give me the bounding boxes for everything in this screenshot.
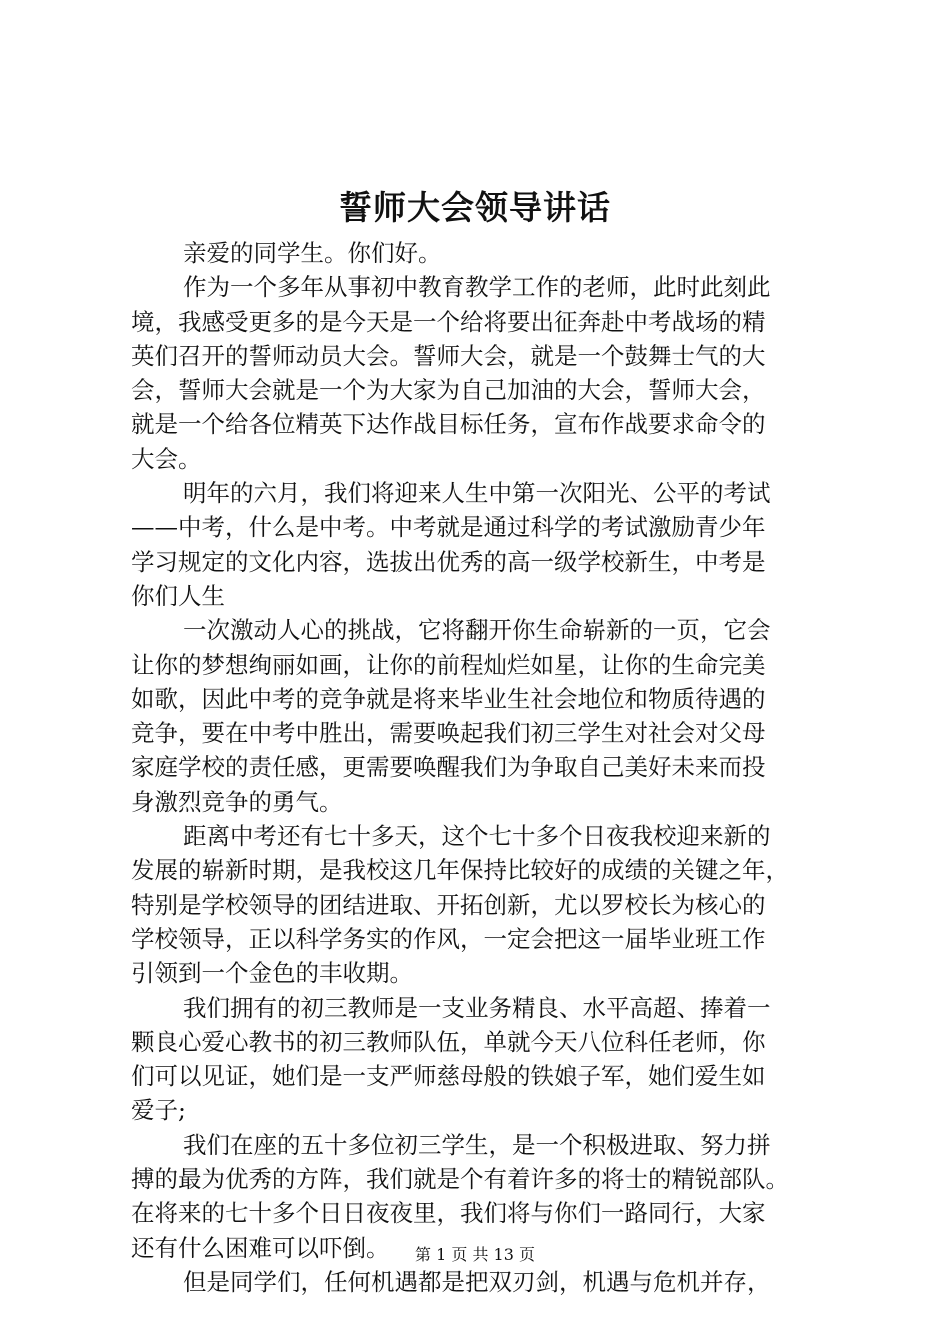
text-line: 会，誓师大会就是一个为大家为自己加油的大会，誓师大会， bbox=[131, 376, 766, 405]
text-line: 亲爱的同学生。你们好。 bbox=[183, 239, 442, 267]
text-line: 在将来的七十多个日日夜夜里，我们将与你们一路同行，大家 bbox=[131, 1199, 766, 1228]
text-line: 但是同学们，任何机遇都是把双刃剑，机遇与危机并存， bbox=[183, 1267, 771, 1296]
text-line: 家庭学校的责任感，更需要唤醒我们为争取自己美好未来而投 bbox=[131, 753, 766, 782]
text-line: 一次激动人心的挑战，它将翻开你生命崭新的一页，它会 bbox=[183, 616, 771, 645]
document-body bbox=[131, 236, 831, 1299]
text-line: 竞争，要在中考中胜出，需要唤起我们初三学生对社会对父母 bbox=[131, 719, 766, 748]
text-line: 如歌，因此中考的竞争就是将来毕业生社会地位和物质待遇的 bbox=[131, 684, 766, 713]
text-line: 明年的六月，我们将迎来人生中第一次阳光、公平的考试 bbox=[183, 479, 771, 508]
text-line: 我们拥有的初三教师是一支业务精良、水平高超、捧着一 bbox=[183, 993, 771, 1022]
text-line: ——中考，什么是中考。中考就是通过科学的考试激励青少年 bbox=[131, 513, 766, 542]
text-line: 我们在座的五十多位初三学生，是一个积极进取、努力拼 bbox=[183, 1130, 771, 1159]
document-title: 誓师大会领导讲话 bbox=[339, 188, 611, 227]
text-line: 境，我感受更多的是今天是一个给将要出征奔赴中考战场的精 bbox=[131, 307, 766, 336]
text-line: 特别是学校领导的团结进取、开拓创新，尤以罗校长为核心的 bbox=[131, 890, 766, 919]
text-line: 还有什么困难可以吓倒。 bbox=[131, 1233, 390, 1262]
text-line: 作为一个多年从事初中教育教学工作的老师，此时此刻此 bbox=[183, 273, 771, 302]
text-line: 学习规定的文化内容，选拔出优秀的高一级学校新生，中考是 bbox=[131, 547, 766, 576]
text-line: 发展的崭新时期，是我校这几年保持比较好的成绩的关键之年， bbox=[131, 856, 789, 885]
text-line: 让你的梦想绚丽如画，让你的前程灿烂如星，让你的生命完美 bbox=[131, 650, 766, 679]
text-line: 爱子; bbox=[131, 1096, 186, 1125]
text-line: 学校领导，正以科学务实的作风，一定会把这一届毕业班工作 bbox=[131, 924, 766, 953]
text-line: 就是一个给各位精英下达作战目标任务，宣布作战要求命令的 bbox=[131, 410, 766, 439]
text-line: 英们召开的誓师动员大会。誓师大会，就是一个鼓舞士气的大 bbox=[131, 341, 766, 370]
text-line: 引领到一个金色的丰收期。 bbox=[131, 959, 413, 988]
text-line: 颗良心爱心教书的初三教师队伍，单就今天八位科任老师，你 bbox=[131, 1027, 766, 1056]
text-line: 你们人生 bbox=[131, 581, 225, 610]
text-line: 们可以见证，她们是一支严师慈母般的铁娘子军，她们爱生如 bbox=[131, 1062, 766, 1091]
text-line: 大会。 bbox=[131, 444, 202, 473]
page-footer: 第 1 页 共 13 页 bbox=[415, 1245, 535, 1264]
text-line: 距离中考还有七十多天，这个七十多个日夜我校迎来新的 bbox=[183, 822, 771, 851]
text-line: 身激烈竞争的勇气。 bbox=[131, 787, 343, 816]
text-line: 搏的最为优秀的方阵，我们就是个有着许多的将士的精锐部队。 bbox=[131, 1165, 789, 1194]
